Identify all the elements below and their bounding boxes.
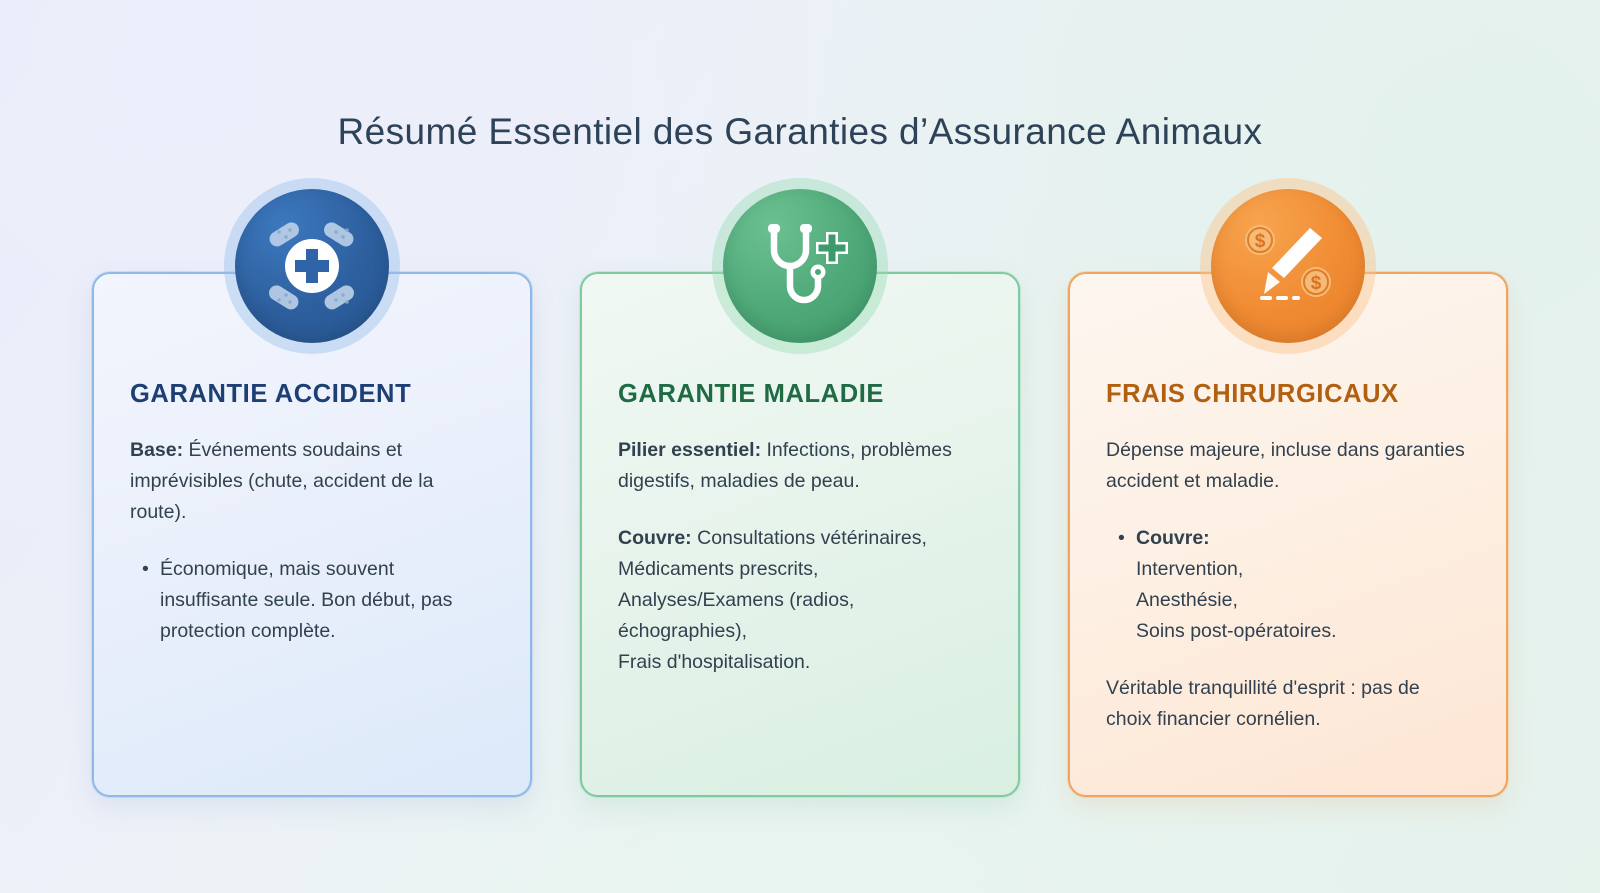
covered-item: Soins post-opératoires. [1136,620,1337,642]
paragraph-lead: Base: [130,439,184,461]
badge-chirurgie [1200,178,1376,354]
svg-text:$: $ [1254,231,1266,252]
card-garantie-accident [92,272,532,797]
paragraph-text: Événements soudains et imprévisibles (chute, accident de la route). [130,439,434,523]
card-title-accident: GARANTIE ACCIDENT [130,380,412,408]
list-item [1136,523,1470,647]
list-item [160,554,494,647]
svg-text:$: $ [1310,273,1322,294]
stethoscope-medical-cross-icon [744,210,856,322]
covered-item: Frais d'hospitalisation. [618,651,811,673]
covered-item: Analyses/Examens (radios, échographies), [618,589,855,642]
card-title-chirurgie: FRAIS CHIRURGICAUX [1106,380,1399,408]
covered-item: Anesthésie, [1136,589,1238,611]
badge-accident [224,178,400,354]
card-footer-chirurgie: Véritable tranquillité d'esprit : pas de choix financier cornélien. [1106,677,1420,730]
covered-item: Médicaments prescrits, [618,558,819,580]
covered-item: Intervention, [1136,558,1244,580]
card-frais-chirurgicaux [1068,231,1508,797]
card-title-maladie: GARANTIE MALADIE [618,380,885,408]
card-garantie-maladie [580,272,1020,797]
card-bullets-accident [130,554,494,647]
card-paragraph-maladie-couvre [618,523,982,678]
bandage-medical-cross-icon [257,211,367,321]
cards-row [92,231,1508,797]
scalpel-money-icon [1232,210,1344,322]
card-paragraph-accident [130,435,494,528]
paragraph-text-couvre: Consultations vétérinaires, [691,527,927,549]
card-paragraph-chirurgie [1106,435,1470,497]
page-title: Résumé Essentiel des Garanties d’Assurance Animaux [337,110,1263,152]
paragraph-text: Infections, problèmes digestifs, maladies de peau. [618,439,952,492]
paragraph-lead: Pilier essentiel: [618,439,762,461]
card-bullets-chirurgie [1106,523,1470,647]
paragraph-text: Dépense majeure, incluse dans garanties accident et maladie. [1106,439,1465,492]
card-paragraph-maladie [618,435,982,497]
bullet-text: Économique, mais souvent insuffisante seule. Bon début, pas protection complète. [160,558,453,642]
badge-maladie [712,178,888,354]
bullet-lead: Couvre: [1136,527,1210,549]
paragraph-lead-couvre: Couvre: [618,527,692,549]
